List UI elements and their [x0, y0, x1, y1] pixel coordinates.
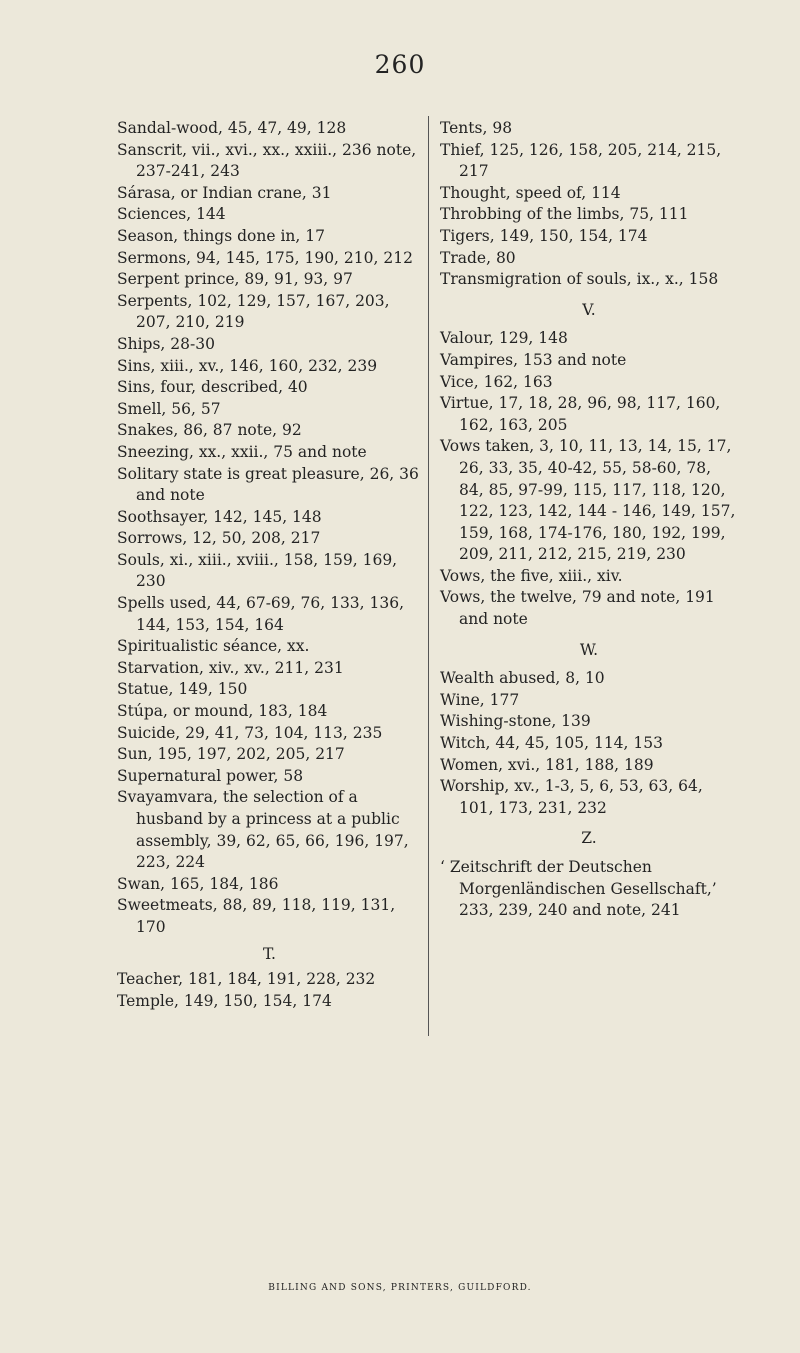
- index-entry: Vows, the five, xiii., xiv.: [440, 566, 623, 585]
- index-entry: Sweetmeats, 88, 89, 118, 119, 131, 170: [117, 896, 396, 936]
- index-entry: Serpents, 102, 129, 157, 167, 203, 207, 210, 219: [117, 291, 390, 332]
- section-letter-t: T.: [263, 944, 276, 963]
- index-entry: Wishing-stone, 139: [440, 712, 591, 731]
- index-entry: Statue, 149, 150: [117, 680, 248, 699]
- index-entry: Tents, 98: [440, 119, 513, 137]
- index-entry: Vampires, 153 and note: [440, 350, 627, 369]
- index-entry: Spiritualistic séance, xx.: [117, 637, 310, 656]
- index-column-left: [117, 118, 422, 1012]
- index-entry: Stúpa, or mound, 183, 184: [117, 702, 328, 721]
- index-entry: Sins, four, described, 40: [117, 378, 308, 397]
- index-column-right: [440, 118, 738, 922]
- column-divider: [428, 116, 429, 1036]
- index-entry: Season, things done in, 17: [117, 226, 325, 245]
- index-entry: Temple, 149, 150, 154, 174: [117, 991, 332, 1010]
- index-entry: Solitary state is great pleasure, 26, 36 and note: [117, 464, 419, 505]
- index-entry: Smell, 56, 57: [117, 399, 221, 418]
- index-entry: Suicide, 29, 41, 73, 104, 113, 235: [117, 723, 383, 742]
- index-entry: ‘ Zeitschrift der Deutschen Morgenländischen Gesellschaft,’ 233, 239, 240 and note, 241: [440, 858, 717, 920]
- index-entry: Wine, 177: [440, 690, 520, 709]
- index-entry: Serpent prince, 89, 91, 93, 97: [117, 270, 353, 289]
- index-entry: Spells used, 44, 67-69, 76, 133, 136, 144, 153, 154, 164: [117, 594, 405, 634]
- index-entry: Witch, 44, 45, 105, 114, 153: [440, 734, 663, 753]
- index-entry: Sárasa, or Indian crane, 31: [117, 183, 332, 202]
- index-entry: Ships, 28-30: [117, 334, 215, 353]
- section-letter-z: Z.: [581, 829, 597, 848]
- index-entry: Svayamvara, the selection of a husband by a princess at a public assembly, 39, 62, 65, 66, 196, 197, 223, 224: [117, 788, 409, 872]
- index-entry: Souls, xi., xiii., xviii., 158, 159, 169, 230: [117, 550, 398, 591]
- index-entry: Vows, the twelve, 79 and note, 191 and note: [440, 588, 715, 629]
- index-entry: Worship, xv., 1-3, 5, 6, 53, 63, 64, 101, 173, 231, 232: [440, 777, 703, 817]
- index-entry: Swan, 165, 184, 186: [117, 874, 279, 893]
- index-entry: Wealth abused, 8, 10: [440, 669, 605, 688]
- index-entry: Sun, 195, 197, 202, 205, 217: [117, 745, 345, 764]
- printer-imprint: BILLING AND SONS, PRINTERS, GUILDFORD.: [268, 1283, 532, 1293]
- index-entry: Transmigration of souls, ix., x., 158: [440, 270, 719, 289]
- index-entry: Valour, 129, 148: [440, 329, 568, 348]
- index-entry: Vice, 162, 163: [440, 372, 553, 391]
- index-entry: Throbbing of the limbs, 75, 111: [440, 205, 689, 224]
- index-entry: Tigers, 149, 150, 154, 174: [440, 226, 648, 245]
- index-entry: Trade, 80: [440, 248, 516, 267]
- index-entry: Sorrows, 12, 50, 208, 217: [117, 529, 321, 548]
- index-entry: Sermons, 94, 145, 175, 190, 210, 212: [117, 248, 413, 267]
- index-entry: Sandal-wood, 45, 47, 49, 128: [117, 119, 347, 137]
- section-letter-w: W.: [579, 640, 599, 659]
- index-entry: Thief, 125, 126, 158, 205, 214, 215, 217: [440, 140, 722, 181]
- index-entry: Sins, xiii., xv., 146, 160, 232, 239: [117, 356, 378, 375]
- index-entry: Supernatural power, 58: [117, 766, 304, 785]
- index-entry: Starvation, xiv., xv., 211, 231: [117, 658, 344, 677]
- index-entry: Women, xvi., 181, 188, 189: [440, 755, 654, 774]
- section-letter-v: V.: [582, 300, 596, 319]
- index-entry: Teacher, 181, 184, 191, 228, 232: [117, 970, 376, 989]
- index-entry: Soothsayer, 142, 145, 148: [117, 507, 322, 526]
- index-entry: Sneezing, xx., xxii., 75 and note: [117, 442, 367, 461]
- index-entry: Snakes, 86, 87 note, 92: [117, 421, 302, 440]
- index-entry: Sciences, 144: [117, 205, 226, 224]
- index-entry: Sanscrit, vii., xvi., xx., xxiii., 236 note, 237-241, 243: [117, 140, 417, 181]
- index-entry: Vows taken, 3, 10, 11, 13, 14, 15, 17, 26, 33, 35, 40-42, 55, 58-60, 78, 84, 85, 97-99, 115, 117, 118, 120, 122, 123, 142, 144 - 146, 149, 157, 159, 168, 174-176, 180, 192, 199, 209, 211, 212, 215, 219, 230: [440, 437, 736, 564]
- index-entry: Virtue, 17, 18, 28, 96, 98, 117, 160, 162, 163, 205: [440, 394, 721, 434]
- index-entry: Thought, speed of, 114: [440, 183, 621, 202]
- page-number: 260: [374, 50, 426, 79]
